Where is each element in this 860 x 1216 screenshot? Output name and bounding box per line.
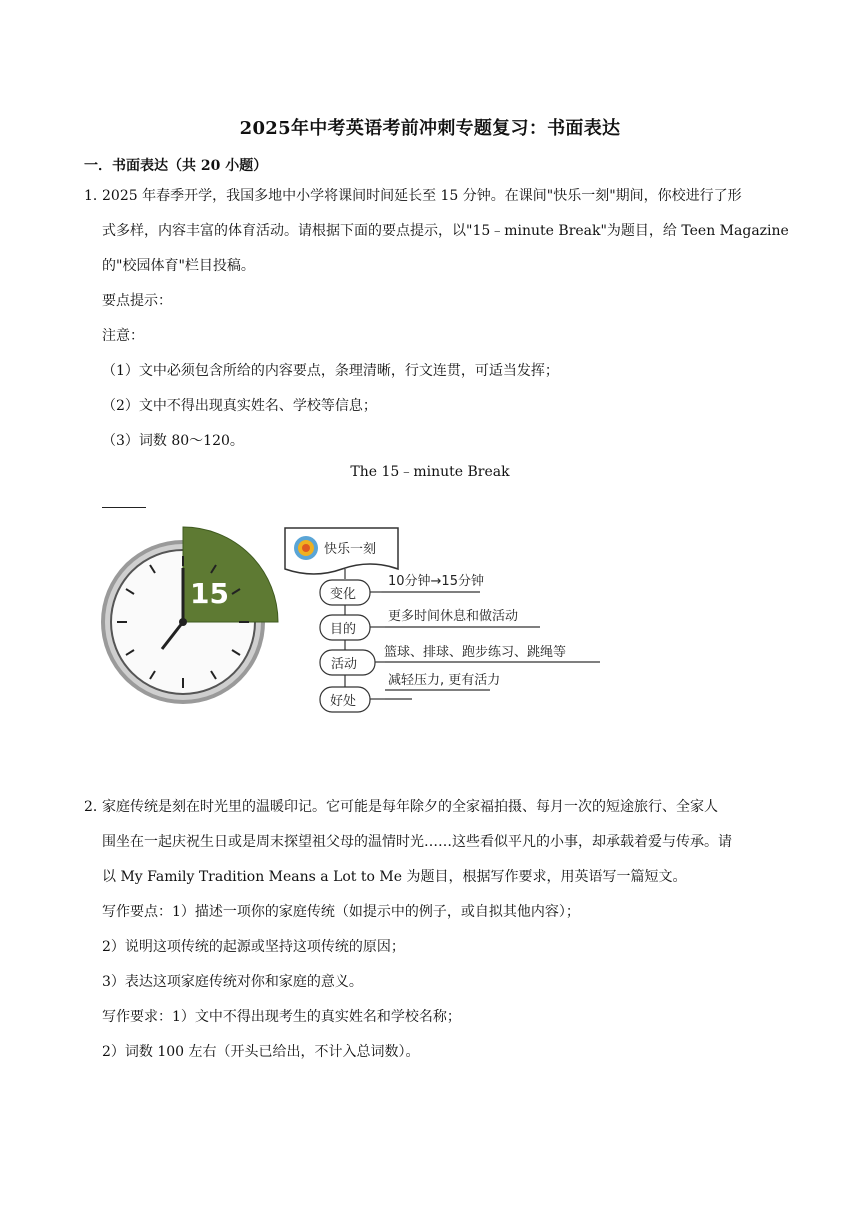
question-2-number: 2． — [84, 799, 107, 815]
requirement-2: 2）说明这项传统的起源或坚持这项传统的原因； — [102, 939, 405, 955]
node-label-4: 好处 — [330, 694, 357, 709]
page-title: 2025年中考英语考前冲刺专题复习：书面表达 — [239, 118, 621, 139]
hint-label: 要点提示： — [102, 293, 172, 309]
note-label: 注意： — [102, 328, 144, 344]
node-text-2: 更多时间休息和做活动 — [388, 609, 519, 624]
question-2-line-1: 家庭传统是刻在时光里的温暖印记。它可能是每年除夕的全家福拍摄、每月一次的短途旅行、全家人 — [102, 799, 718, 815]
note-item-3: （3）词数 80～120。 — [102, 433, 244, 449]
question-1-line-1: 2025 年春季开学，我国多地中小学将课间时间延长至 15 分钟。在课间"快乐一刻"期间，你校进行了形 — [102, 188, 742, 204]
node-text-3: 篮球、排球、跑步练习、跳绳等 — [384, 645, 567, 660]
question-1-line-3: 的"校园体育"栏目投稿。 — [102, 258, 255, 274]
note-item-1: （1）文中必须包含所给的内容要点，条理清晰，行文连贯，可适当发挥； — [102, 363, 559, 379]
requirement-3: 3）表达这项家庭传统对你和家庭的意义。 — [102, 974, 363, 990]
answer-blank-line — [102, 507, 146, 508]
clock-number: 15 — [190, 577, 229, 610]
clock-icon — [101, 527, 278, 704]
node-label-2: 目的 — [330, 622, 357, 637]
mindmap-header: 快乐一刻 — [324, 542, 377, 557]
requirement-5: 2）词数 100 左右（开头已给出，不计入总词数）。 — [102, 1044, 420, 1060]
node-label-1: 变化 — [330, 587, 357, 602]
requirement-1: 写作要点：1）描述一项你的家庭传统（如提示中的例子，或自拟其他内容）； — [102, 904, 580, 920]
essay-title: The 15﹣minute Break — [350, 464, 510, 480]
node-text-1: 10分钟→15分钟 — [388, 574, 484, 589]
section-heading: 一．书面表达（共 20 小题） — [84, 158, 268, 174]
node-text-4: 减轻压力, 更有活力 — [388, 673, 501, 688]
note-item-2: （2）文中不得出现真实姓名、学校等信息； — [102, 398, 377, 414]
question-1-number: 1． — [84, 188, 107, 204]
question-2-line-3: 以 My Family Tradition Means a Lot to Me 为题目，根据写作要求，用英语写一篇短文。 — [102, 869, 687, 885]
sun-icon — [294, 536, 318, 560]
node-label-3: 活动 — [331, 657, 358, 672]
requirement-4: 写作要求：1）文中不得出现考生的真实姓名和学校名称； — [102, 1009, 461, 1025]
hint-figure — [100, 523, 610, 718]
question-2-line-2: 围坐在一起庆祝生日或是周末探望祖父母的温情时光……这些看似平凡的小事，却承载着爱与传承。请 — [102, 834, 732, 850]
question-1-line-2: 式多样，内容丰富的体育活动。请根据下面的要点提示，以"15﹣minute Break"为题目，给 Teen Magazine — [102, 223, 789, 239]
mindmap — [285, 528, 600, 712]
